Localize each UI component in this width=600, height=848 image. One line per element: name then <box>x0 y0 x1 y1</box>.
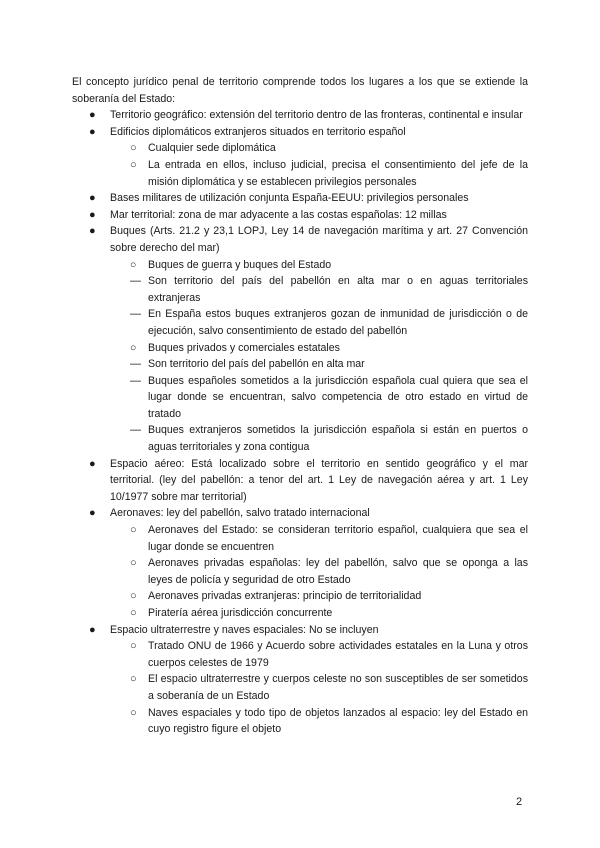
sub-list-item <box>128 522 528 555</box>
bullet-icon: ● <box>89 623 96 636</box>
list-item-text: Espacio aéreo: Está localizado sobre el territorio en sentido geográfico y el mar territorial. (ley del pabellón: a tenor del art. 1 Ley de navegación aérea y art. 1 Ley 10/1977 sobre mar territorial) <box>110 457 528 503</box>
list-item <box>72 207 528 224</box>
circle-bullet-icon: ○ <box>130 142 137 155</box>
circle-bullet-icon: ○ <box>130 524 137 537</box>
circle-bullet-icon: ○ <box>130 673 137 686</box>
list-item <box>72 505 528 621</box>
bullet-icon: ● <box>89 507 96 520</box>
dash-bullet-icon: — <box>130 358 141 371</box>
sub-list-item-text: Buques privados y comerciales estatales <box>148 341 340 354</box>
sub-list-item-text: En España estos buques extranjeros gozan de inmunidad de jurisdicción o de ejecución, salvo consentimiento de estado del pabellón <box>148 308 528 337</box>
sub-list-item <box>128 605 528 622</box>
bullet-icon: ● <box>89 208 96 221</box>
page-content <box>72 74 528 738</box>
list-item-text: Espacio ultraterrestre y naves espaciales: No se incluyen <box>110 623 379 636</box>
bullet-icon: ● <box>89 109 96 122</box>
list-item-text: Bases militares de utilización conjunta España-EEUU: privilegios personales <box>110 192 469 205</box>
sub-list-item-text: Aeronaves privadas españolas: ley del pabellón, salvo que se oponga a las leyes de policía y seguridad de otro Estado <box>148 557 528 586</box>
list-item <box>72 124 528 190</box>
sub-list-item <box>128 422 528 455</box>
dash-bullet-icon: — <box>130 275 141 288</box>
page-number: 2 <box>516 796 523 808</box>
sub-list-item-text: Aeronaves del Estado: se consideran territorio español, cualquiera que sea el lugar donde se encuentren <box>148 524 528 553</box>
sub-list-item <box>128 273 528 306</box>
list-item-text: Aeronaves: ley del pabellón, salvo tratado internacional <box>110 507 370 520</box>
sub-list <box>110 140 528 190</box>
sub-list-item-text: Aeronaves privadas extranjeras: principio de territorialidad <box>148 590 422 603</box>
circle-bullet-icon: ○ <box>130 706 137 719</box>
bullet-icon: ● <box>89 125 96 138</box>
bullet-icon: ● <box>89 192 96 205</box>
sub-list-item-text: Cualquier sede diplomática <box>148 142 276 155</box>
sub-list <box>110 522 528 622</box>
sub-list-item <box>128 705 528 738</box>
main-bullet-list <box>72 107 528 738</box>
sub-list-item <box>128 257 528 274</box>
sub-list-item <box>128 638 528 671</box>
sub-list <box>110 257 528 456</box>
sub-list <box>110 638 528 738</box>
bullet-icon: ● <box>89 225 96 238</box>
sub-list-item-text: El espacio ultraterrestre y cuerpos celeste no son susceptibles de ser sometidos a soberanía de un Estado <box>148 673 528 702</box>
list-item-text: Mar territorial: zona de mar adyacente a las costas españolas: 12 millas <box>110 208 447 221</box>
sub-list-item-text: La entrada en ellos, incluso judicial, precisa el consentimiento del jefe de la misión diplomática y se establecen privilegios personales <box>148 158 528 188</box>
circle-bullet-icon: ○ <box>130 590 137 603</box>
sub-list-item <box>128 555 528 588</box>
sub-list-item-text: Son territorio del país del pabellón en alta mar o en aguas territoriales extranjeras <box>148 275 528 304</box>
list-item-text: Buques (Arts. 21.2 y 23,1 LOPJ, Ley 14 de navegación marítima y art. 27 Convención sobre derecho del mar) <box>110 225 528 254</box>
sub-list-item-text: Buques de guerra y buques del Estado <box>148 258 332 271</box>
sub-list-item-text: Tratado ONU de 1966 y Acuerdo sobre actividades estatales en la Luna y otros cuerpos celestes de 1979 <box>148 640 528 669</box>
list-item <box>72 456 528 506</box>
sub-list-item <box>128 340 528 357</box>
list-item-text: Territorio geográfico: extensión del territorio dentro de las fronteras, continental e insular <box>110 109 523 122</box>
sub-list-item-text: Son territorio del país del pabellón en alta mar <box>148 358 365 371</box>
sub-list-item <box>128 373 528 423</box>
sub-list-item <box>128 140 528 157</box>
circle-bullet-icon: ○ <box>130 607 137 619</box>
circle-bullet-icon: ○ <box>130 557 137 570</box>
sub-list-item <box>128 306 528 339</box>
dash-bullet-icon: — <box>130 424 141 437</box>
sub-list-item <box>128 356 528 373</box>
list-item <box>72 190 528 207</box>
intro-paragraph: El concepto jurídico penal de territorio comprende todos los lugares a los que se extiende la soberanía del Estado: <box>72 76 528 105</box>
circle-bullet-icon: ○ <box>130 640 137 653</box>
circle-bullet-icon: ○ <box>130 341 137 354</box>
circle-bullet-icon: ○ <box>130 158 137 171</box>
sub-list-item <box>128 671 528 704</box>
list-item <box>72 622 528 738</box>
list-item-text: Edificios diplomáticos extranjeros situados en territorio español <box>110 125 406 138</box>
list-item <box>72 223 528 455</box>
dash-bullet-icon: — <box>130 308 141 321</box>
list-item <box>72 107 528 124</box>
circle-bullet-icon: ○ <box>130 258 137 271</box>
sub-list-item <box>128 588 528 605</box>
sub-list-item <box>128 157 528 190</box>
sub-list-item-text: Naves espaciales y todo tipo de objetos lanzados al espacio: ley del Estado en cuyo registro figure el objeto <box>148 706 528 736</box>
dash-bullet-icon: — <box>130 374 141 387</box>
bullet-icon: ● <box>89 457 96 470</box>
sub-list-item-text: Buques españoles sometidos a la jurisdicción española cual quiera que sea el lugar donde se encuentran, salvo competencia de otro estado en virtud de tratado <box>148 374 528 420</box>
sub-list-item-text: Buques extranjeros sometidos la jurisdicción española si están en puertos o aguas territoriales y zona contigua <box>148 424 528 454</box>
sub-list-item-text: Piratería aérea jurisdicción concurrente <box>148 607 333 619</box>
